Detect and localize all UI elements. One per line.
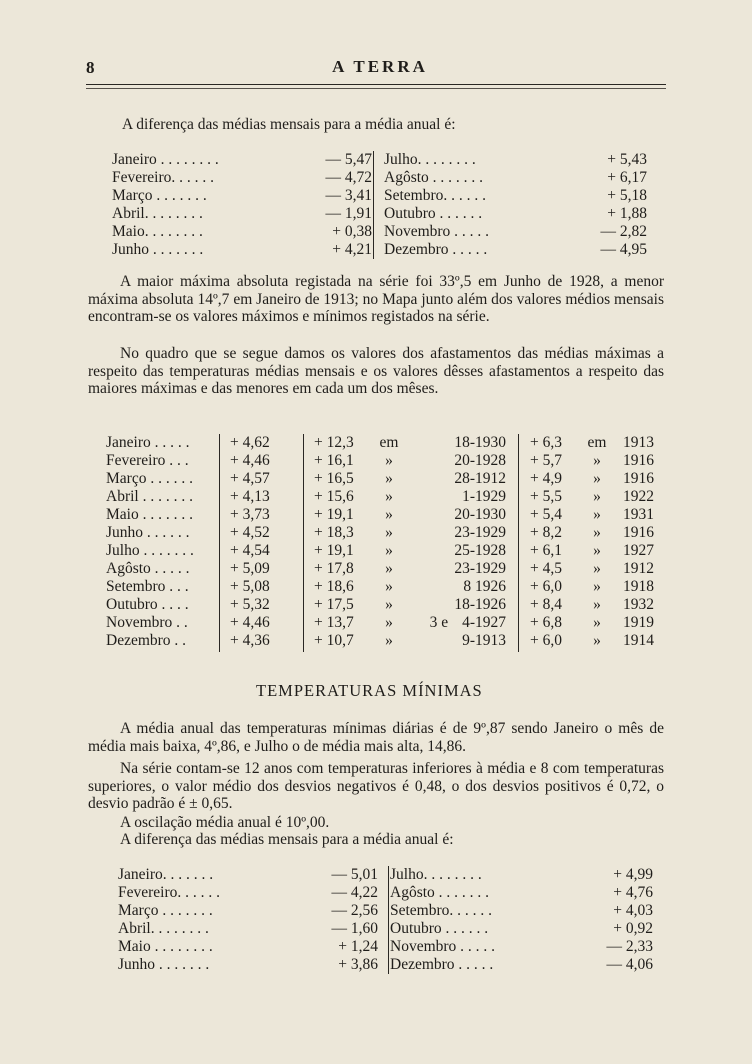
ditto-mark: » (385, 578, 393, 595)
min-year: 1922 (623, 488, 654, 505)
paragraph-annual-minimum: A média anual das temperaturas mínimas diárias é de 9º,87 sendo Janeiro o mês de média mais baixa, 4º,86, e Julho o de média mais alta, 14,86. (88, 720, 664, 755)
max-date (406, 488, 506, 506)
min-year: 1931 (623, 506, 654, 523)
difference-value: — 1,91 (325, 205, 372, 222)
ditto-mark: » (385, 470, 393, 487)
header-rule-thin (86, 88, 666, 89)
ditto-mark: » (593, 524, 601, 541)
avg-deviation-value: + 4,62 (230, 434, 270, 451)
max-deviation-value: + 16,5 (314, 470, 354, 487)
month-label: Agôsto . . . . . . . (384, 169, 484, 186)
min-deviation-value: + 5,5 (530, 488, 562, 505)
month-label: Junho . . . . . . . (118, 956, 210, 973)
difference-value: — 2,33 (606, 938, 653, 955)
min-year: 1913 (623, 434, 654, 451)
difference-value: — 4,22 (331, 884, 378, 901)
max-date (406, 614, 506, 632)
month-label: Abril. . . . . . . . (118, 920, 209, 937)
month-label: Dezembro . . . . . (384, 241, 488, 258)
date-value: 23-1929 (454, 560, 506, 577)
max-deviation-value: + 17,8 (314, 560, 354, 577)
month-label: Junho . . . . . . . (112, 241, 204, 258)
page-number: 8 (86, 58, 95, 77)
table-divider (388, 866, 389, 974)
ditto-mark: » (385, 506, 393, 523)
max-date (406, 452, 506, 470)
min-year: 1912 (623, 560, 654, 577)
ditto-mark: » (593, 596, 601, 613)
difference-value: + 4,03 (613, 902, 653, 919)
table-row (106, 434, 666, 452)
ditto-mark: » (385, 488, 393, 505)
ditto-mark: » (593, 614, 601, 631)
table-divider (373, 151, 374, 259)
month-label: Fevereiro . . . (106, 452, 189, 469)
difference-value: — 4,95 (600, 241, 647, 258)
table-row (106, 614, 666, 632)
date-value: 23-1929 (454, 524, 506, 541)
month-label: Outubro . . . . . . (390, 920, 489, 937)
min-deviation-value: + 5,7 (530, 452, 562, 469)
month-label: Agôsto . . . . . . . (390, 884, 490, 901)
difference-value: + 3,86 (338, 956, 378, 973)
date-value: 8 1926 (463, 578, 506, 595)
month-label: Abril . . . . . . . (106, 488, 193, 505)
difference-value: + 4,21 (332, 241, 372, 258)
table-row (106, 578, 666, 596)
ditto-mark: » (593, 506, 601, 523)
month-label: Setembro . . . (106, 578, 189, 595)
min-year: 1916 (623, 470, 654, 487)
ditto-mark: » (385, 596, 393, 613)
difference-value: — 2,56 (331, 902, 378, 919)
difference-value: + 5,43 (607, 151, 647, 168)
avg-deviation-value: + 4,57 (230, 470, 270, 487)
month-label: Dezembro . . (106, 632, 187, 649)
min-deviation-value: + 4,9 (530, 470, 562, 487)
difference-value: + 0,92 (613, 920, 653, 937)
max-deviation-value: + 15,6 (314, 488, 354, 505)
avg-deviation-value: + 5,08 (230, 578, 270, 595)
month-label: Novembro . . . . . (384, 223, 490, 240)
max-deviation-value: + 19,1 (314, 542, 354, 559)
table-divider (518, 434, 519, 652)
max-deviation-value: + 17,5 (314, 596, 354, 613)
difference-value: + 1,88 (607, 205, 647, 222)
month-label: Março . . . . . . (106, 470, 193, 487)
ditto-mark: em (379, 434, 399, 451)
month-label: Janeiro. . . . . . . (118, 866, 214, 883)
min-deviation-value: + 6,0 (530, 632, 562, 649)
section-heading: TEMPERATURAS MÍNIMAS (256, 681, 483, 700)
max-date (406, 470, 506, 488)
max-date (406, 578, 506, 596)
max-date (406, 632, 506, 650)
month-label: Fevereiro. . . . . . (118, 884, 221, 901)
paragraph-quadro: No quadro que se segue damos os valores dos afastamentos das médias máximas a respeito das temperaturas médias mensais e os valores dêsses afastamentos a respeito das maiores máximas e das menores em cada um dos mêses. (88, 345, 664, 398)
ditto-mark: » (593, 632, 601, 649)
date-value: 1-1929 (462, 488, 506, 505)
table-divider (219, 434, 220, 652)
running-title: A TERRA (332, 57, 428, 76)
max-deviation-value: + 12,3 (314, 434, 354, 451)
ditto-mark: » (385, 632, 393, 649)
date-value: 18-1926 (454, 596, 506, 613)
difference-value: + 0,38 (332, 223, 372, 240)
month-label: Agôsto . . . . . (106, 560, 190, 577)
month-label: Outubro . . . . . . (384, 205, 483, 222)
ditto-mark: » (385, 560, 393, 577)
month-label: Maio . . . . . . . (106, 506, 193, 523)
month-label: Dezembro . . . . . (390, 956, 494, 973)
max-date (406, 560, 506, 578)
avg-deviation-value: + 4,52 (230, 524, 270, 541)
table-row (106, 470, 666, 488)
table-row (106, 632, 666, 650)
table-row (106, 452, 666, 470)
ditto-mark: » (593, 488, 601, 505)
avg-deviation-value: + 4,13 (230, 488, 270, 505)
ditto-mark: » (385, 524, 393, 541)
avg-deviation-value: + 4,36 (230, 632, 270, 649)
min-deviation-value: + 5,4 (530, 506, 562, 523)
month-label: Abril. . . . . . . . (112, 205, 203, 222)
date-value: 18-1930 (454, 434, 506, 451)
date-value: 20-1928 (454, 452, 506, 469)
table-row (106, 524, 666, 542)
table-row (106, 596, 666, 614)
difference-value: + 4,99 (613, 866, 653, 883)
section2-intro: A diferença das médias mensais para a média anual é: (120, 831, 454, 848)
ditto-mark: » (593, 578, 601, 595)
min-deviation-value: + 6,3 (530, 434, 562, 451)
max-date (406, 596, 506, 614)
month-label: Setembro. . . . . . (384, 187, 487, 204)
avg-deviation-value: + 4,46 (230, 452, 270, 469)
max-deviation-value: + 19,1 (314, 506, 354, 523)
difference-value: — 1,60 (331, 920, 378, 937)
date-value: 9-1913 (462, 632, 506, 649)
month-label: Novembro . . . . . (390, 938, 496, 955)
min-deviation-value: + 8,4 (530, 596, 562, 613)
date-value: 20-1930 (454, 506, 506, 523)
ditto-mark: » (593, 452, 601, 469)
max-date (406, 524, 506, 542)
min-deviation-value: + 4,5 (530, 560, 562, 577)
month-label: Julho. . . . . . . . (390, 866, 482, 883)
avg-deviation-value: + 3,73 (230, 506, 270, 523)
min-year: 1932 (623, 596, 654, 613)
avg-deviation-value: + 4,54 (230, 542, 270, 559)
min-deviation-value: + 6,1 (530, 542, 562, 559)
section1-intro: A diferença das médias mensais para a média anual é: (122, 116, 456, 133)
difference-value: — 5,47 (325, 151, 372, 168)
ditto-mark: » (385, 452, 393, 469)
date-value: 28-1912 (454, 470, 506, 487)
month-label: Fevereiro. . . . . . (112, 169, 215, 186)
max-deviation-value: + 10,7 (314, 632, 354, 649)
month-label: Março . . . . . . . (118, 902, 213, 919)
difference-value: — 5,01 (331, 866, 378, 883)
min-year: 1916 (623, 524, 654, 541)
month-label: Setembro. . . . . . (390, 902, 493, 919)
avg-deviation-value: + 4,46 (230, 614, 270, 631)
ditto-mark: » (593, 470, 601, 487)
min-year: 1916 (623, 452, 654, 469)
avg-deviation-value: + 5,32 (230, 596, 270, 613)
month-label: Janeiro . . . . . (106, 434, 190, 451)
header-rule (86, 84, 666, 85)
month-label: Maio. . . . . . . . (112, 223, 203, 240)
min-year: 1919 (623, 614, 654, 631)
difference-value: + 6,17 (607, 169, 647, 186)
date-value: 25-1928 (454, 542, 506, 559)
difference-value: + 4,76 (613, 884, 653, 901)
month-label: Outubro . . . . (106, 596, 189, 613)
min-deviation-value: + 6,8 (530, 614, 562, 631)
min-deviation-value: + 6,0 (530, 578, 562, 595)
table-row (106, 506, 666, 524)
max-deviation-value: + 13,7 (314, 614, 354, 631)
difference-value: — 4,06 (606, 956, 653, 973)
month-label: Novembro . . (106, 614, 188, 631)
table-row (106, 488, 666, 506)
month-label: Julho. . . . . . . . (384, 151, 476, 168)
ditto-mark: em (587, 434, 607, 451)
difference-value: + 5,18 (607, 187, 647, 204)
month-label: Janeiro . . . . . . . . (112, 151, 219, 168)
ditto-mark: » (593, 560, 601, 577)
max-deviation-value: + 16,1 (314, 452, 354, 469)
month-label: Julho . . . . . . . (106, 542, 194, 559)
paragraph-oscillation: A oscilação média anual é 10º,00. (120, 814, 330, 831)
paragraph-series: Na série contam-se 12 anos com temperaturas inferiores à média e 8 com temperaturas superiores, o valor médio dos desvios negativos é 0,48, o dos desvios positivos é 0,72, o desvio padrão é ± 0,65. (88, 760, 664, 813)
table-row (106, 542, 666, 560)
min-deviation-value: + 8,2 (530, 524, 562, 541)
table-divider (303, 434, 304, 652)
table-row (106, 560, 666, 578)
ditto-mark: » (385, 614, 393, 631)
ditto-mark: » (593, 542, 601, 559)
max-deviation-value: + 18,3 (314, 524, 354, 541)
avg-deviation-value: + 5,09 (230, 560, 270, 577)
max-date (406, 434, 506, 452)
paragraph-max-absolute: A maior máxima absoluta registada na série foi 33º,5 em Junho de 1928, a menor máxima absoluta 14º,7 em Janeiro de 1913; no Mapa junto além dos valores médios mensais encontram-se os valores máximos e mínimos registados na série. (88, 273, 664, 326)
month-label: Maio . . . . . . . . (118, 938, 213, 955)
difference-value: — 3,41 (325, 187, 372, 204)
ditto-mark: » (385, 542, 393, 559)
min-year: 1927 (623, 542, 654, 559)
month-label: Março . . . . . . . (112, 187, 207, 204)
max-deviation-value: + 18,6 (314, 578, 354, 595)
max-date (406, 542, 506, 560)
difference-value: — 2,82 (600, 223, 647, 240)
min-year: 1914 (623, 632, 654, 649)
date-value: 4-1927 (462, 614, 506, 631)
max-date (406, 506, 506, 524)
extremes-table (106, 434, 666, 650)
month-label: Junho . . . . . . (106, 524, 190, 541)
date-prefix: 3 e (429, 614, 449, 631)
min-year: 1918 (623, 578, 654, 595)
difference-value: — 4,72 (325, 169, 372, 186)
difference-value: + 1,24 (338, 938, 378, 955)
